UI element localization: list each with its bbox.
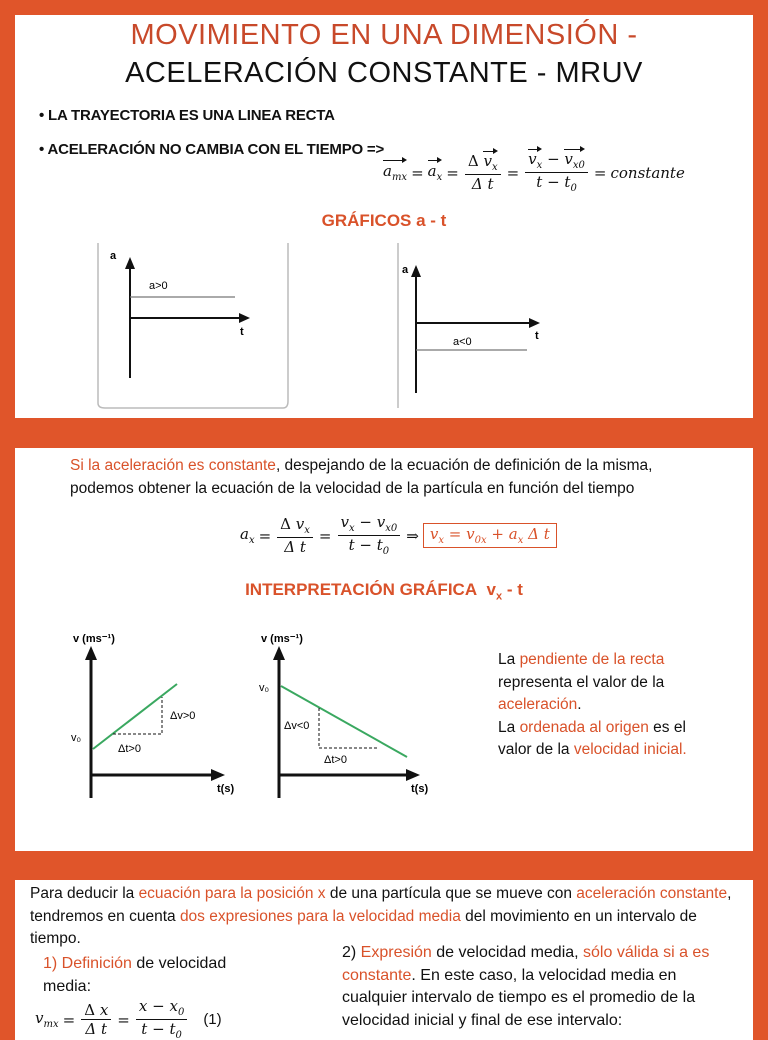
graph-v-t-increasing	[65, 628, 240, 798]
constante-label: constante	[610, 163, 685, 182]
x-label: t	[240, 326, 244, 338]
dv-label: Δv>0	[170, 710, 196, 722]
graphs-heading: GRÁFICOS a - t	[321, 211, 447, 230]
x-axis-arrow	[406, 769, 420, 781]
y-label: a	[110, 250, 117, 262]
velocity-line	[93, 684, 177, 749]
x-label: t(s)	[217, 783, 235, 795]
fraction-dv-dt: $\frac{\Delta v_x}{\text{Δ t}}$	[465, 153, 501, 193]
x-axis-arrow	[239, 313, 250, 323]
v0-label: v₀	[71, 732, 82, 744]
vec-a-mx: $a_{mx}$	[383, 162, 408, 183]
dt-label: Δt>0	[118, 743, 141, 755]
y-label: v (ms⁻¹)	[73, 633, 115, 645]
intro-paragraph: Si la aceleración es constante, despejando de la ecuación de definición de la misma, podemos obtener la ecuación de la velocidad de la partícula en función del tiempo	[70, 457, 653, 497]
item-1: 1) Definición de velocidad media:	[43, 955, 227, 995]
line-label: a<0	[453, 336, 472, 348]
graph-interpretation-text: La pendiente de la recta representa el valor de la aceleración. La ordenada al origen es el valor de la velocidad inicial.	[498, 651, 687, 758]
slide-title-line-2: ACELERACIÓN CONSTANTE - MRUV	[125, 57, 643, 89]
interpretation-heading: INTERPRETACIÓN GRÁFICA $v_x$ - t	[245, 580, 523, 603]
x-axis-arrow	[211, 769, 225, 781]
slide-2	[15, 448, 753, 851]
line-label: a>0	[149, 280, 168, 292]
x-axis-arrow	[529, 318, 540, 328]
graph-a-positive	[93, 243, 293, 413]
graph-a-negative	[393, 243, 583, 413]
x-label: t	[535, 330, 539, 342]
bullet-acceleration: • ACELERACIÓN NO CAMBIA CON EL TIEMPO =>	[39, 141, 385, 158]
slide-1	[15, 15, 753, 418]
dv-label: Δv<0	[284, 720, 310, 732]
item-2: 2) Expresión de velocidad media, sólo válida si a es constante. En este caso, la velocidad media en cualquier intervalo de tiempo es el promedio de la velocidad inicial y final de ese intervalo:	[342, 944, 710, 1029]
slide-3	[15, 880, 753, 1040]
fraction-vx-minus-vx0: $\frac{v_x - v_{x0}}{t - t_0}$	[525, 151, 588, 194]
equation-number-1: (1)	[203, 1011, 222, 1028]
graph-v-t-decreasing	[255, 628, 435, 798]
boxed-velocity-equation: $v_x = v_{0x} + a_x$ Δ t	[423, 523, 557, 548]
velocity-equation: $a_x$ = $\frac{\Delta v_x}{\text{Δ t}}$ = $\frac{v_x - v_{x0}}{t - t_0}$ ⇒ $v_x = v_{0x} + a_x$ Δ t	[240, 514, 557, 557]
x-label: t(s)	[411, 783, 429, 795]
mean-velocity-equation: $v_{mx}$ = $\frac{\text{Δ x}}{\text{Δ t}}$ = $\frac{x - x_0}{t - t_0}$ (1)	[35, 997, 222, 1040]
y-axis-arrow	[411, 265, 421, 277]
vec-a-x: $a_x$	[427, 162, 443, 183]
y-axis-arrow	[125, 257, 135, 269]
dt-label: Δt>0	[324, 754, 347, 766]
y-axis-arrow	[273, 646, 285, 660]
position-intro-paragraph: Para deducir la ecuación para la posición x de una partícula que se mueve con aceleración constante, tendremos en cuenta dos expresiones para la velocidad media del movimiento en un intervalo de tiempo.	[30, 885, 732, 947]
y-label: v (ms⁻¹)	[261, 633, 303, 645]
slide-title-line-1: MOVIMIENTO EN UNA DIMENSIÓN -	[130, 19, 638, 51]
bullet-trajectory: • LA TRAYECTORIA ES UNA LINEA RECTA	[39, 107, 335, 124]
y-axis-arrow	[85, 646, 97, 660]
v0-label: v₀	[259, 682, 270, 694]
y-label: a	[402, 264, 409, 276]
acceleration-equation: $a_{mx}$ = $a_x$ = $\frac{\Delta v_x}{\text{Δ t}}$ = $\frac{v_x - v_{x0}}{t - t_0}$ = constante	[383, 150, 685, 194]
delta-guides	[319, 708, 379, 748]
